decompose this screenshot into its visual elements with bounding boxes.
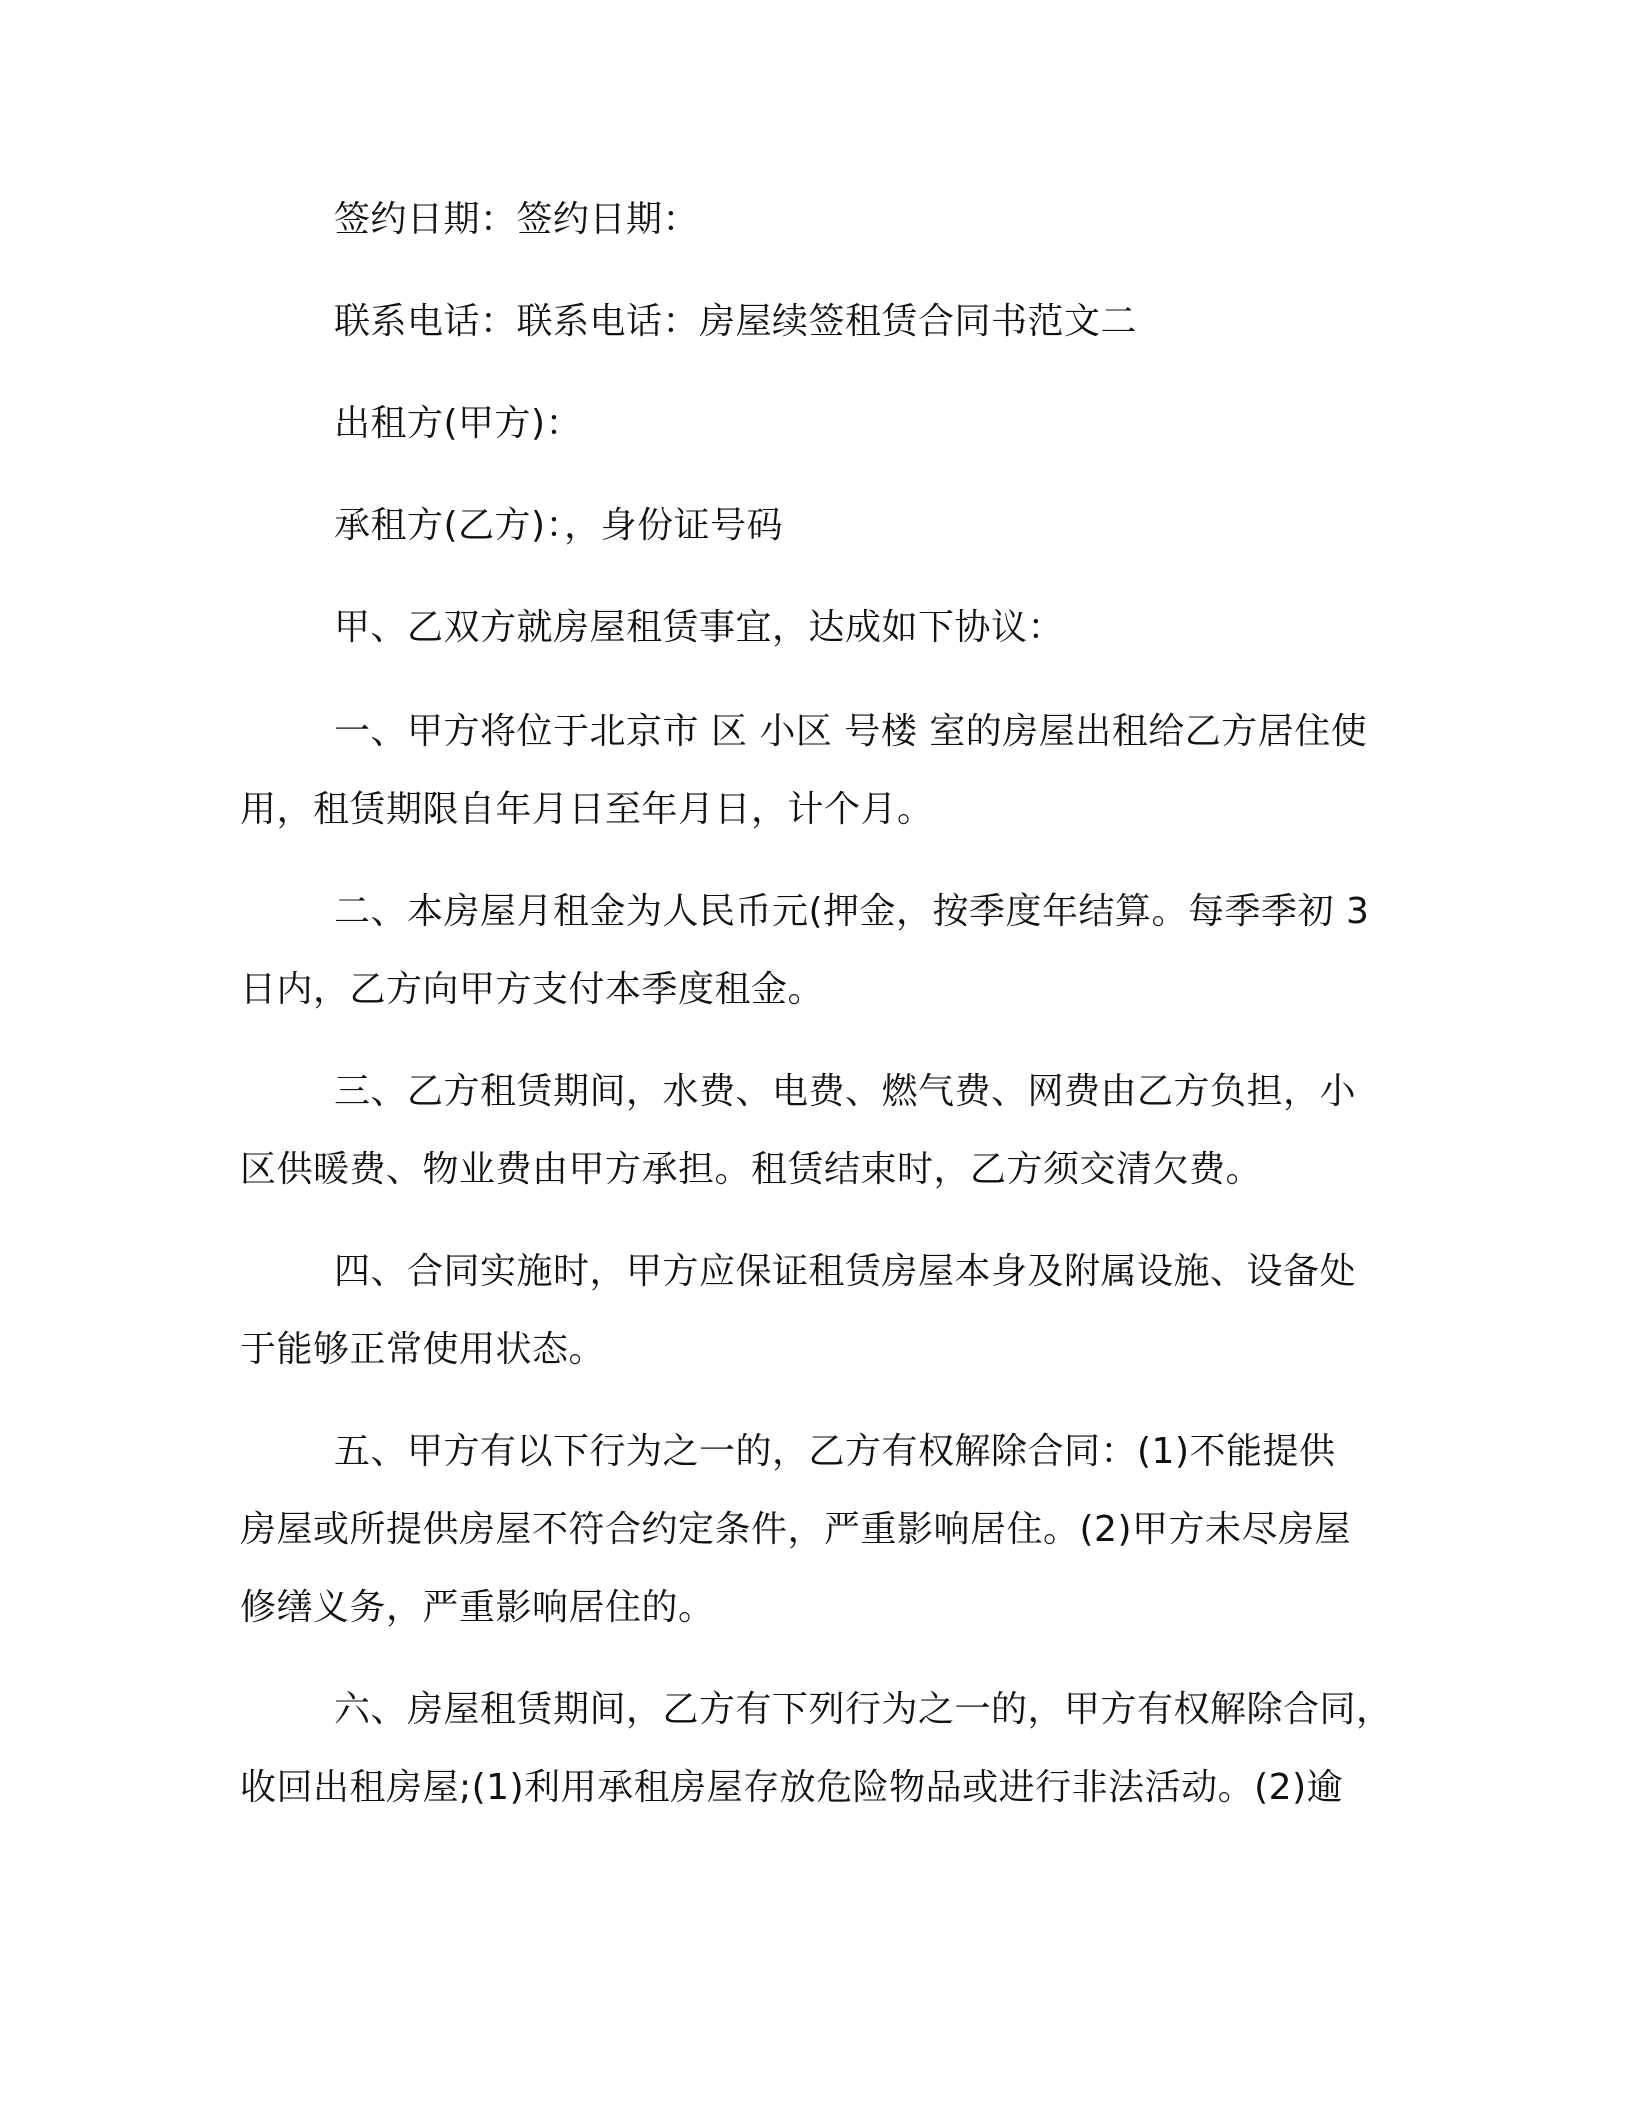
signing-date-line: 签约日期：签约日期： bbox=[334, 199, 700, 240]
clause-5-line-1: 五、甲方有以下行为之一的，乙方有权解除合同：(1)不能提供 bbox=[334, 1431, 1336, 1472]
clause-3-line-2: 区供暖费、物业费由甲方承担。租赁结束时，乙方须交清欠费。 bbox=[240, 1149, 1263, 1190]
clause-1-line-1: 一、甲方将位于北京市 区 小区 号楼 室的房屋出租给乙方居住使 bbox=[334, 711, 1368, 752]
clause-2-line-2: 日内，乙方向甲方支付本季度租金。 bbox=[240, 969, 825, 1010]
lessee-line: 承租方(乙方)：，身份证号码 bbox=[334, 505, 784, 546]
clause-1-line-2: 用，租赁期限自年月日至年月日，计个月。 bbox=[240, 789, 934, 830]
clause-6-line-1: 六、房屋租赁期间，乙方有下列行为之一的，甲方有权解除合同， bbox=[334, 1689, 1393, 1730]
clause-5-line-3: 修缮义务，严重影响居住的。 bbox=[240, 1587, 715, 1628]
clause-6-line-2: 收回出租房屋;(1)利用承租房屋存放危险物品或进行非法活动。(2)逾 bbox=[240, 1767, 1344, 1808]
clause-5-line-2: 房屋或所提供房屋不符合约定条件，严重影响居住。(2)甲方未尽房屋 bbox=[240, 1509, 1351, 1550]
lessor-line: 出租方(甲方)： bbox=[334, 403, 583, 444]
contact-phone-line: 联系电话：联系电话：房屋续签租赁合同书范文二 bbox=[334, 301, 1138, 342]
clause-4-line-1: 四、合同实施时，甲方应保证租赁房屋本身及附属设施、设备处 bbox=[334, 1251, 1357, 1292]
clause-2-line-1: 二、本房屋月租金为人民币元(押金，按季度年结算。每季季初 3 bbox=[334, 891, 1370, 932]
clause-3-line-1: 三、乙方租赁期间，水费、电费、燃气费、网费由乙方负担，小 bbox=[334, 1071, 1357, 1112]
agreement-intro-line: 甲、乙双方就房屋租赁事宜，达成如下协议： bbox=[334, 607, 1065, 648]
clause-4-line-2: 于能够正常使用状态。 bbox=[240, 1329, 606, 1370]
